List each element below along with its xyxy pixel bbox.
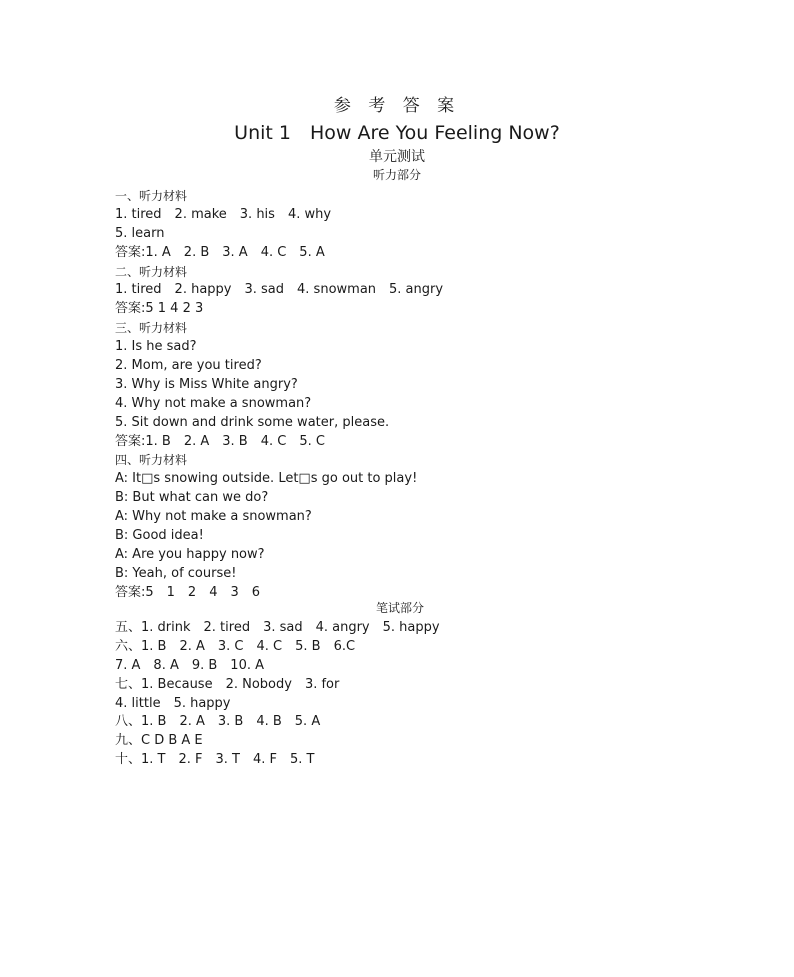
answer-key-line: 答案:5 1 4 2 3 [115, 301, 204, 317]
written-answer-line: 7. A 8. A 9. B 10. A [115, 657, 265, 673]
page-title: 参 考 答 案 [333, 96, 461, 116]
test-heading: 单元测试 [369, 149, 425, 165]
written-answer-line: 六、1. B 2. A 3. C 4. C 5. B 6.C [115, 638, 356, 654]
answer-line: 5. learn [115, 225, 165, 241]
section-heading-4: 四、听力材料 [115, 453, 188, 468]
listening-section-heading: 听力部分 [372, 168, 421, 182]
dialogue-line: B: Good idea! [115, 528, 204, 544]
written-section-heading: 笔试部分 [375, 601, 424, 615]
answer-key-line: 答案:1. A 2. B 3. A 4. C 5. A [115, 244, 325, 260]
section-heading-3: 三、听力材料 [115, 321, 188, 336]
section-heading-2: 二、听力材料 [115, 264, 188, 279]
written-answer-line: 九、C D B A E [115, 733, 203, 749]
listening-answers [115, 187, 675, 603]
dialogue-line: B: Yeah, of course! [115, 565, 237, 581]
dialogue-line: A: Why not make a snowman? [115, 509, 312, 525]
answer-key-line: 答案:1. B 2. A 3. B 4. C 5. C [115, 433, 325, 449]
written-answer-line: 4. little 5. happy [115, 695, 231, 711]
dialogue-line: B: But what can we do? [115, 490, 269, 506]
written-answer-line: 五、1. drink 2. tired 3. sad 4. angry 5. happy [115, 620, 440, 635]
written-answer-line: 十、1. T 2. F 3. T 4. F 5. T [115, 752, 315, 768]
dialogue-line: A: It□s snowing outside. Let□s go out to play! [115, 471, 418, 487]
written-answers [115, 619, 675, 770]
answer-line: 1. tired 2. make 3. his 4. why [115, 206, 332, 222]
answer-line: 2. Mom, are you tired? [115, 358, 262, 374]
written-answer-line: 八、1. B 2. A 3. B 4. B 5. A [115, 714, 321, 730]
unit-title: Unit 1 How Are You Feeling Now? [234, 122, 560, 144]
section-heading-1: 一、听力材料 [115, 189, 188, 203]
answer-line: 1. Is he sad? [115, 339, 197, 355]
answer-key-line: 答案:5 1 2 4 3 6 [115, 584, 261, 600]
answer-line: 3. Why is Miss White angry? [115, 376, 298, 392]
answer-line: 5. Sit down and drink some water, please. [115, 414, 390, 430]
answer-line: 1. tired 2. happy 3. sad 4. snowman 5. angry [115, 282, 444, 298]
answer-line: 4. Why not make a snowman? [115, 395, 312, 411]
written-answer-line: 七、1. Because 2. Nobody 3. for [115, 676, 340, 692]
dialogue-line: A: Are you happy now? [115, 546, 265, 562]
